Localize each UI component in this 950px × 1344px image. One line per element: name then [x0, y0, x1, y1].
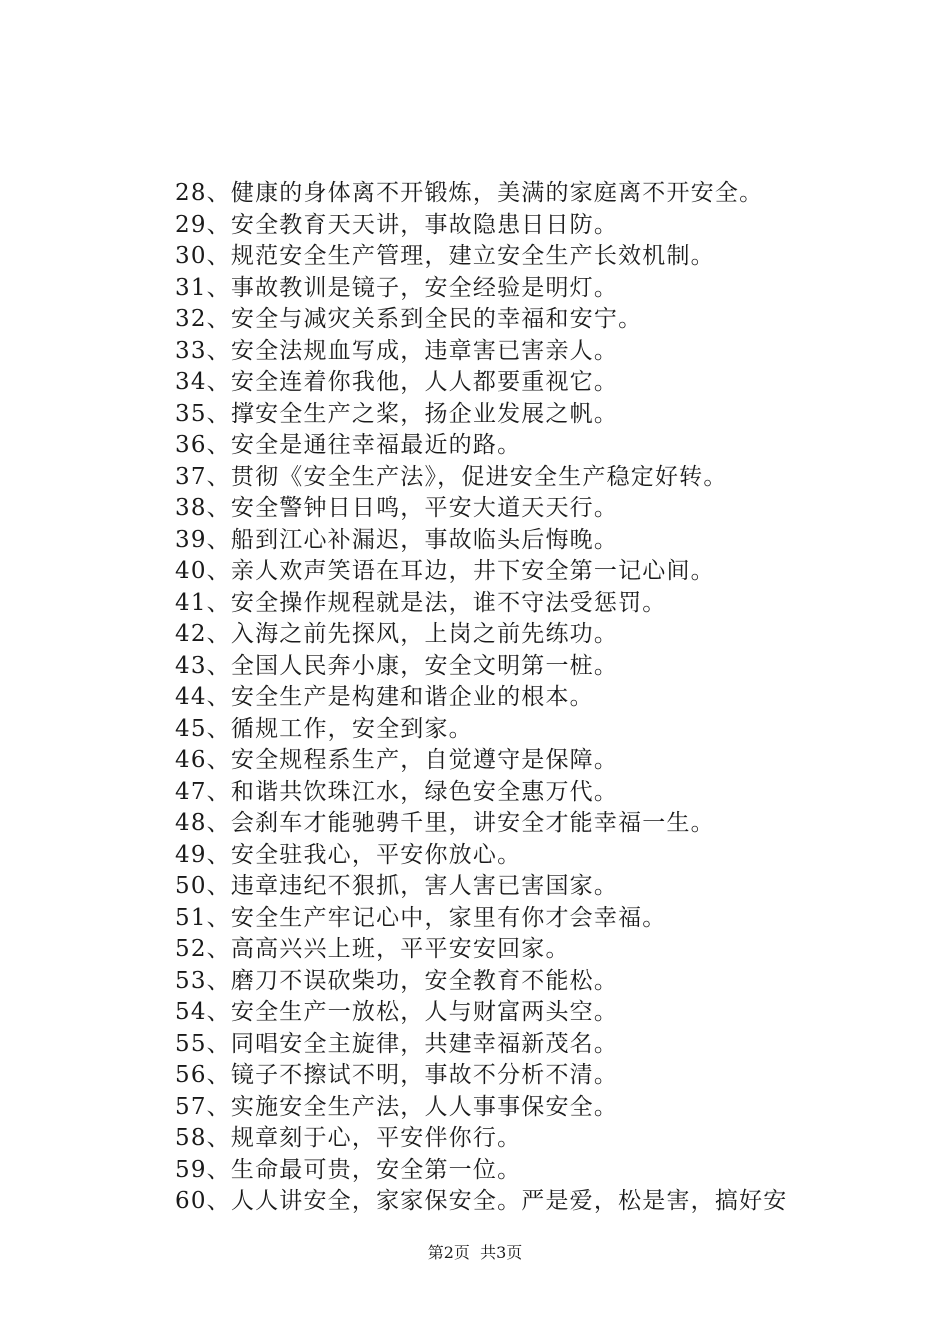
slogan-number: 34	[175, 369, 207, 395]
slogan-line	[175, 1060, 875, 1092]
slogan-line	[175, 525, 875, 557]
slogan-line	[175, 651, 875, 683]
slogan-number: 59	[175, 1156, 207, 1183]
slogan-number: 43	[175, 652, 207, 679]
slogan-text: 安全是通往幸福最近的路。	[230, 432, 522, 458]
slogan-text: 和谐共饮珠江水，绿色安全惠万代。	[230, 778, 619, 805]
slogan-line	[175, 1092, 875, 1124]
slogan-text: 安全操作规程就是法，谁不守法受惩罚。	[230, 589, 667, 616]
slogan-separator: 、	[206, 1062, 231, 1088]
slogan-separator: 、	[206, 306, 231, 332]
slogan-text: 实施安全生产法，人人事事保安全。	[230, 1093, 619, 1120]
slogan-text: 镜子不擦试不明，事故不分析不清。	[230, 1062, 619, 1088]
slogan-number: 42	[175, 621, 207, 647]
slogan-number: 44	[175, 684, 207, 710]
slogan-text: 事故教训是镜子，安全经验是明灯。	[230, 274, 619, 301]
slogan-number: 50	[175, 873, 207, 899]
slogan-line	[175, 336, 875, 368]
slogan-text: 贯彻《安全生产法》，促进安全生产稳定好转。	[230, 463, 728, 490]
slogan-number: 29	[175, 211, 207, 238]
slogan-number: 31	[175, 274, 207, 301]
slogan-line	[175, 871, 875, 903]
slogan-text: 亲人欢声笑语在耳边，井下安全第一记心间。	[230, 558, 715, 584]
slogan-separator: 、	[206, 967, 231, 994]
slogan-number: 35	[175, 400, 207, 427]
slogan-number: 33	[175, 337, 207, 364]
slogan-line	[175, 777, 875, 809]
slogan-text: 规范安全生产管理，建立安全生产长效机制。	[230, 243, 715, 269]
slogan-line	[175, 966, 875, 998]
slogan-number: 48	[175, 810, 207, 836]
slogan-separator: 、	[206, 747, 231, 773]
slogan-text: 安全规程系生产，自觉遵守是保障。	[230, 747, 619, 773]
slogan-text: 安全驻我心，平安你放心。	[230, 841, 522, 868]
slogan-separator: 、	[206, 337, 231, 364]
slogan-number: 58	[175, 1125, 207, 1151]
slogan-text: 安全生产牢记心中，家里有你才会幸福。	[230, 904, 667, 931]
slogan-separator: 、	[206, 400, 231, 427]
slogan-separator: 、	[206, 243, 231, 269]
slogan-line	[175, 430, 875, 462]
slogan-line	[175, 178, 875, 210]
slogan-line	[175, 903, 875, 935]
slogan-text: 磨刀不误砍柴功，安全教育不能松。	[230, 967, 619, 994]
slogan-number: 38	[175, 495, 207, 521]
slogan-separator: 、	[206, 810, 231, 836]
slogan-number: 37	[175, 463, 207, 490]
slogan-text: 安全与减灾关系到全民的幸福和安宁。	[230, 306, 643, 332]
slogan-number: 28	[175, 180, 207, 206]
slogan-text: 高高兴兴上班，平平安安回家。	[230, 936, 570, 962]
slogan-line	[175, 745, 875, 777]
slogan-text: 安全生产是构建和谐企业的根本。	[230, 684, 594, 710]
slogan-number: 56	[175, 1062, 207, 1088]
slogan-number: 52	[175, 936, 207, 962]
page-number-label: 第2页 共3页	[427, 1243, 523, 1262]
slogan-number: 30	[175, 243, 207, 269]
slogan-line	[175, 367, 875, 399]
slogan-number: 36	[175, 432, 207, 458]
slogan-separator: 、	[206, 1156, 231, 1183]
slogan-line	[175, 462, 875, 494]
slogan-separator: 、	[206, 1030, 231, 1057]
slogan-separator: 、	[206, 274, 231, 301]
slogan-line	[175, 682, 875, 714]
slogan-separator: 、	[206, 652, 231, 679]
slogan-number: 54	[175, 999, 207, 1025]
slogan-line	[175, 619, 875, 651]
slogan-separator: 、	[206, 778, 231, 805]
slogan-line	[175, 1186, 875, 1218]
slogan-number: 46	[175, 747, 207, 773]
slogan-separator: 、	[206, 432, 231, 458]
slogan-separator: 、	[206, 589, 231, 616]
slogan-text: 循规工作，安全到家。	[230, 715, 473, 742]
slogan-text: 违章违纪不狠抓，害人害已害国家。	[230, 873, 619, 899]
slogan-line	[175, 556, 875, 588]
slogan-separator: 、	[206, 1093, 231, 1120]
slogan-line	[175, 493, 875, 525]
slogan-line	[175, 840, 875, 872]
slogan-line	[175, 304, 875, 336]
slogan-text: 安全连着你我他，人人都要重视它。	[230, 369, 619, 395]
slogan-separator: 、	[206, 180, 231, 206]
slogan-line	[175, 588, 875, 620]
slogan-line	[175, 399, 875, 431]
slogan-separator: 、	[206, 841, 231, 868]
slogan-number: 41	[175, 589, 207, 616]
slogan-separator: 、	[206, 558, 231, 584]
slogan-line	[175, 1155, 875, 1187]
slogan-number: 47	[175, 778, 207, 805]
slogan-number: 55	[175, 1030, 207, 1057]
slogan-number: 49	[175, 841, 207, 868]
slogan-line	[175, 808, 875, 840]
slogan-number: 60	[175, 1188, 207, 1214]
slogan-number: 40	[175, 558, 207, 584]
page-footer	[0, 1243, 950, 1263]
slogan-separator: 、	[206, 463, 231, 490]
slogan-number: 39	[175, 526, 207, 553]
slogan-number: 32	[175, 306, 207, 332]
slogan-separator: 、	[206, 1188, 231, 1214]
slogan-line	[175, 1029, 875, 1061]
slogan-text: 人人讲安全，家家保安全。严是爱，松是害，搞好安	[230, 1188, 788, 1214]
slogan-line	[175, 997, 875, 1029]
slogan-separator: 、	[206, 621, 231, 647]
slogan-text: 船到江心补漏迟，事故临头后悔晚。	[230, 526, 619, 553]
slogan-separator: 、	[206, 211, 231, 238]
slogan-text: 同唱安全主旋律，共建幸福新茂名。	[230, 1030, 619, 1057]
slogan-separator: 、	[206, 715, 231, 742]
slogan-number: 51	[175, 904, 207, 931]
slogan-text: 规章刻于心，平安伴你行。	[230, 1125, 522, 1151]
slogan-text: 全国人民奔小康，安全文明第一桩。	[230, 652, 619, 679]
slogan-number: 53	[175, 967, 207, 994]
slogan-separator: 、	[206, 495, 231, 521]
slogan-text: 生命最可贵，安全第一位。	[230, 1156, 522, 1183]
slogan-line	[175, 934, 875, 966]
slogan-separator: 、	[206, 369, 231, 395]
slogan-text: 安全教育天天讲，事故隐患日日防。	[230, 211, 619, 238]
slogan-text: 安全警钟日日鸣，平安大道天天行。	[230, 495, 619, 521]
slogan-text: 撑安全生产之桨，扬企业发展之帆。	[230, 400, 619, 427]
slogan-line	[175, 210, 875, 242]
slogan-separator: 、	[206, 526, 231, 553]
slogan-separator: 、	[206, 999, 231, 1025]
slogan-text: 会刹车才能驰骋千里，讲安全才能幸福一生。	[230, 810, 715, 836]
slogan-text: 安全法规血写成，违章害已害亲人。	[230, 337, 619, 364]
slogan-separator: 、	[206, 1125, 231, 1151]
slogan-line	[175, 273, 875, 305]
slogan-line	[175, 241, 875, 273]
slogan-separator: 、	[206, 873, 231, 899]
slogan-separator: 、	[206, 684, 231, 710]
slogan-separator: 、	[206, 904, 231, 931]
slogan-text: 健康的身体离不开锻炼，美满的家庭离不开安全。	[230, 180, 764, 206]
slogan-text: 安全生产一放松，人与财富两头空。	[230, 999, 619, 1025]
slogan-number: 57	[175, 1093, 207, 1120]
slogan-line	[175, 714, 875, 746]
slogan-list	[175, 178, 875, 1218]
slogan-number: 45	[175, 715, 207, 742]
slogan-separator: 、	[206, 936, 231, 962]
slogan-text: 入海之前先探风，上岗之前先练功。	[230, 621, 619, 647]
slogan-line	[175, 1123, 875, 1155]
